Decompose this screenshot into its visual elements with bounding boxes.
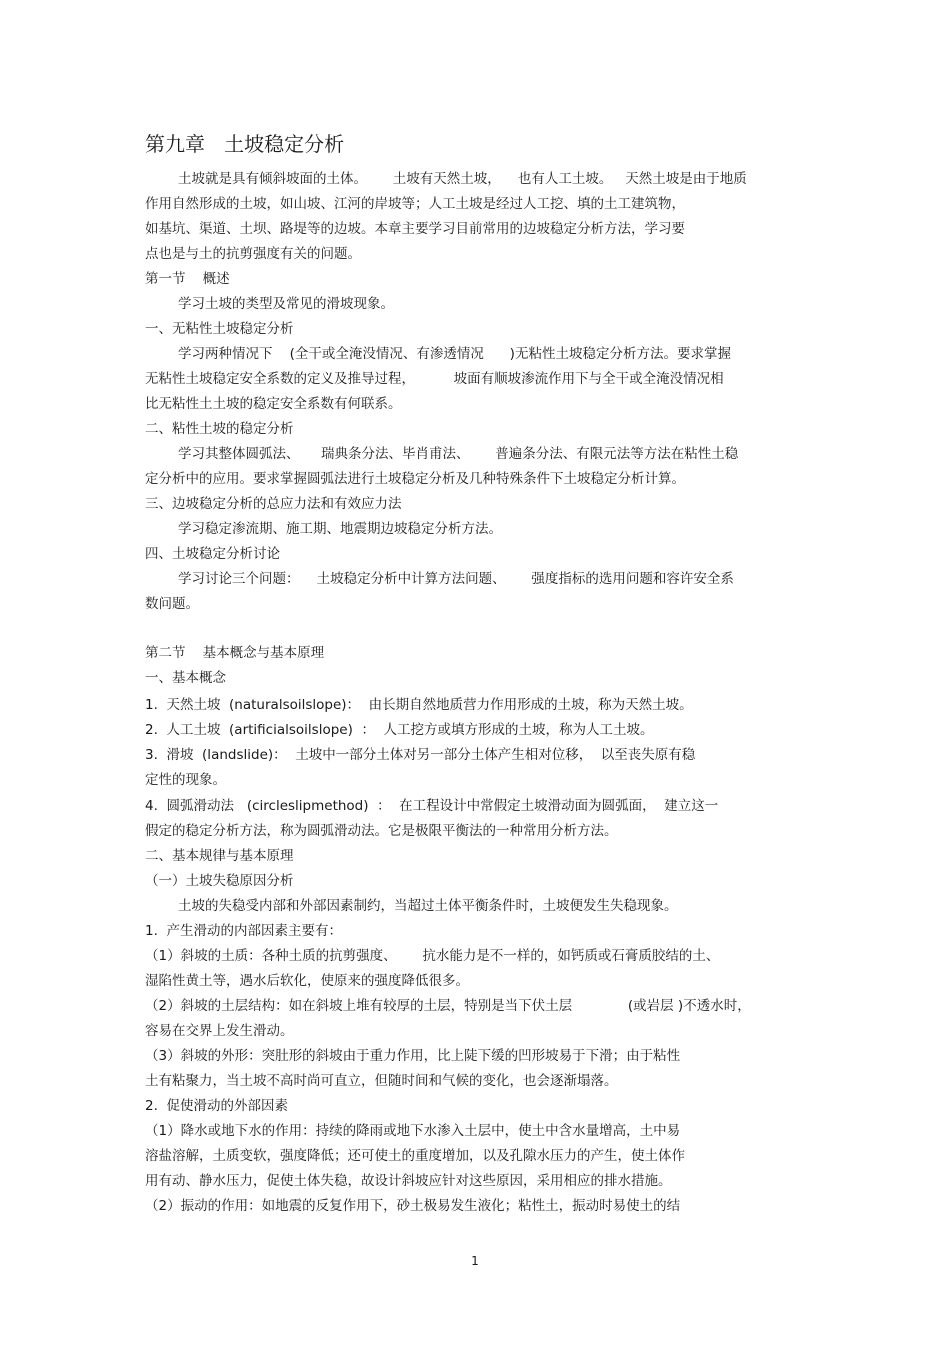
intro-line-1: 土坡就是具有倾斜坡面的土体。 土坡有天然土坡， 也有人工土坡。 天然土坡是由于地质 [178,171,747,187]
definition-2: 2. 人工土坡 (artificialsoilslope) ： 人工挖方或填方形成的土坡，称为人工土坡。 [145,722,654,738]
s1-heading-1: 一、无粘性土坡稳定分析 [145,321,294,337]
definition-4-line-1: 4. 圆弧滑动法 (circleslipmethod) ： 在工程设计中常假定土坡滑动面为圆弧面， 建立这一 [145,798,719,814]
s2-heading-2: 二、基本规律与基本原理 [145,848,294,864]
section-1-title: 第一节 概述 [145,271,230,287]
s1-para-2-line-2: 定分析中的应用。要求掌握圆弧法进行土坡稳定分析及几种特殊条件下土坡稳定分析计算。 [145,471,685,487]
internal-line-2: 湿陷性黄土等，遇水后软化，使原来的强度降低很多。 [145,973,469,989]
internal-line-5: （3）斜坡的外形：突肚形的斜坡由于重力作用，比上陡下缓的凹形坡易于下滑；由于粘性 [145,1048,681,1064]
internal-line-1: （1）斜坡的土质：各种土质的抗剪强度、 抗水能力是不一样的，如钙质或石膏质胶结的土、 [145,948,720,964]
s1-heading-4: 四、土坡稳定分析讨论 [145,546,280,562]
s1-heading-3: 三、边坡稳定分析的总应力法和有效应力法 [145,496,402,512]
s1-heading-2: 二、粘性土坡的稳定分析 [145,421,294,437]
external-line-4: （2）振动的作用：如地震的反复作用下，砂土极易发生液化；粘性土，振动时易使土的结 [145,1198,681,1214]
s2-subheading-1-para: 土坡的失稳受内部和外部因素制约，当超过土体平衡条件时，土坡便发生失稳现象。 [178,898,678,914]
page-number: 1 [471,1254,479,1268]
intro-line-2: 作用自然形成的土坡，如山坡、江河的岸坡等；人工土坡是经过人工挖、填的土工建筑物， [145,196,685,212]
internal-line-3: （2）斜坡的土层结构：如在斜坡上堆有较厚的土层，特别是当下伏土层 (或岩层 )不透水时， [145,998,751,1014]
internal-factors-title: 1. 产生滑动的内部因素主要有： [145,923,342,939]
external-factors-title: 2. 促使滑动的外部因素 [145,1098,288,1114]
section-1-intro: 学习土坡的类型及常见的滑坡现象。 [178,296,394,312]
definition-3-line-1: 3. 滑坡 (landslide)： 土坡中一部分土体对另一部分土体产生相对位移， 以至丧失原有稳 [145,747,696,763]
s2-subheading-1: （一）土坡失稳原因分析 [145,873,294,889]
external-line-3: 用有动、静水压力，促使土体失稳，故设计斜坡应针对这些原因，采用相应的排水措施。 [145,1173,672,1189]
definition-1: 1. 天然土坡 (naturalsoilslope)： 由长期自然地质营力作用形成的土坡，称为天然土坡。 [145,697,693,713]
internal-line-6: 土有粘聚力，当土坡不高时尚可直立，但随时间和气候的变化，也会逐渐塌落。 [145,1073,618,1089]
intro-line-4: 点也是与土的抗剪强度有关的问题。 [145,246,361,262]
definition-3-line-2: 定性的现象。 [145,772,226,788]
section-2-title: 第二节 基本概念与基本原理 [145,645,325,661]
s1-para-1-line-1: 学习两种情况下 (全干或全淹没情况、有渗透情况 )无粘性土坡稳定分析方法。要求掌握 [178,346,731,362]
definition-4-line-2: 假定的稳定分析方法，称为圆弧滑动法。它是极限平衡法的一种常用分析方法。 [145,823,618,839]
s1-para-4-line-1: 学习讨论三个问题： 土坡稳定分析中计算方法问题、 强度指标的选用问题和容许安全系 [178,571,734,587]
s1-para-4-line-2: 数问题。 [145,596,199,612]
chapter-title: 第九章 土坡稳定分析 [145,132,345,156]
internal-line-4: 容易在交界上发生滑动。 [145,1023,294,1039]
s2-heading-1: 一、基本概念 [145,670,226,686]
s1-para-1-line-3: 比无粘性土土坡的稳定安全系数有何联系。 [145,396,402,412]
external-line-2: 溶盐溶解，土质变软，强度降低；还可使土的重度增加，以及孔隙水压力的产生，使土体作 [145,1148,685,1164]
external-line-1: （1）降水或地下水的作用：持续的降雨或地下水渗入土层中，使土中含水量增高，土中易 [145,1123,681,1139]
intro-line-3: 如基坑、渠道、土坝、路堤等的边坡。本章主要学习目前常用的边坡稳定分析方法，学习要 [145,221,685,237]
s1-para-2-line-1: 学习其整体圆弧法、 瑞典条分法、毕肖甫法、 普遍条分法、有限元法等方法在粘性土稳 [178,446,739,462]
s1-para-1-line-2: 无粘性土坡稳定安全系数的定义及推导过程， 坡面有顺坡渗流作用下与全干或全淹没情况相 [145,371,724,387]
s1-para-3: 学习稳定渗流期、施工期、地震期边坡稳定分析方法。 [178,521,502,537]
